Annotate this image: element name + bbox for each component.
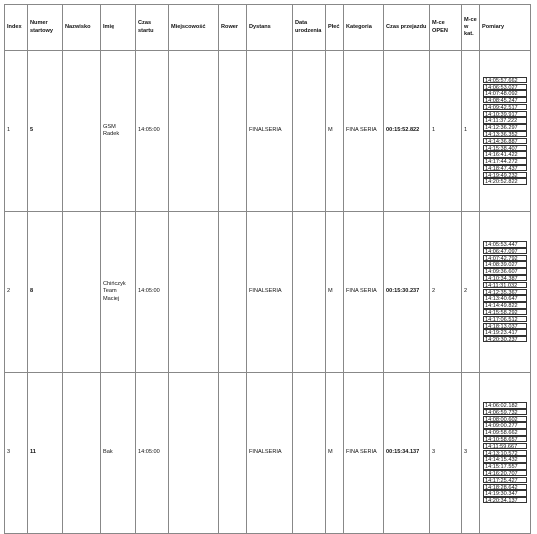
cell-numer-startowy: 8	[28, 212, 63, 373]
results-table	[4, 4, 531, 534]
header-plec[interactable]: Płeć	[326, 5, 344, 51]
pomiary-list	[482, 77, 528, 186]
cell-mce-open: 1	[430, 51, 462, 212]
header-czas-przejazdu[interactable]: Czas przejazdu	[384, 5, 430, 51]
cell-czas-przejazdu: 00:15:30.237	[384, 212, 430, 373]
header-mce-open[interactable]: M-ce OPEN	[430, 5, 462, 51]
cell-pomiary	[480, 51, 531, 212]
cell-imie: Chińczyk Team Maciej	[101, 212, 136, 373]
pomiar-entry: 14:14:15.432	[483, 456, 527, 462]
table-row	[5, 51, 531, 212]
cell-czas-startu: 14:05:00	[136, 212, 169, 373]
pomiar-entry: 14:07:42.792	[483, 255, 527, 261]
header-imie[interactable]: Imię	[101, 5, 136, 51]
cell-miejscowosc	[169, 373, 219, 534]
cell-plec: M	[326, 212, 344, 373]
header-data-urodzenia[interactable]: Data urodzenia	[293, 5, 326, 51]
cell-mce-w-kat: 3	[462, 373, 480, 534]
cell-nazwisko	[63, 51, 101, 212]
pomiar-entry: 14:12:36.297	[483, 124, 527, 130]
pomiar-entry: 14:08:45.247	[483, 97, 527, 103]
pomiar-entry: 14:15:58.292	[483, 309, 527, 315]
cell-nazwisko	[63, 212, 101, 373]
cell-czas-startu: 14:05:00	[136, 373, 169, 534]
header-mce-w-kat[interactable]: M-ce w kat.	[462, 5, 480, 51]
header-czas-startu[interactable]: Czas startu	[136, 5, 169, 51]
table-header-row	[5, 5, 531, 51]
pomiary-list	[482, 402, 528, 504]
table-row	[5, 373, 531, 534]
pomiar-entry: 14:18:47.437	[483, 165, 527, 171]
header-numer-startowy[interactable]: Numer startowy	[28, 5, 63, 51]
cell-kategoria: FINA SERIA	[344, 212, 384, 373]
pomiar-entry: 14:14:49.822	[483, 302, 527, 308]
pomiar-entry: 14:14:36.887	[483, 138, 527, 144]
pomiar-entry: 14:10:58.657	[483, 436, 527, 442]
pomiar-entry: 14:08:00.602	[483, 416, 527, 422]
cell-miejscowosc	[169, 51, 219, 212]
cell-index: 2	[5, 212, 28, 373]
cell-mce-w-kat: 1	[462, 51, 480, 212]
pomiar-entry: 14:06:53.027	[483, 84, 527, 90]
pomiar-entry: 14:11:37.222	[483, 117, 527, 123]
pomiar-entry: 14:09:00.277	[483, 422, 527, 428]
pomiar-entry: 14:16:41.422	[483, 151, 527, 157]
pomiar-entry: 14:17:25.427	[483, 477, 527, 483]
pomiar-entry: 14:17:06.512	[483, 316, 527, 322]
pomiar-entry: 14:08:39.027	[483, 261, 527, 267]
cell-mce-open: 2	[430, 212, 462, 373]
cell-rower	[219, 373, 247, 534]
cell-mce-open: 3	[430, 373, 462, 534]
cell-czas-startu: 14:05:00	[136, 51, 169, 212]
pomiar-entry: 14:06:47.097	[483, 248, 527, 254]
cell-dystans: FINALSERIA	[247, 212, 293, 373]
pomiar-entry: 14:10:39.917	[483, 111, 527, 117]
pomiar-entry: 14:06:59.732	[483, 409, 527, 415]
pomiar-entry: 14:13:40.647	[483, 295, 527, 301]
pomiar-entry: 14:15:38.407	[483, 145, 527, 151]
pomiar-entry: 14:20:30.237	[483, 336, 527, 342]
pomiar-entry: 14:07:48.092	[483, 90, 527, 96]
cell-data-urodzenia	[293, 212, 326, 373]
pomiar-entry: 14:18:28.642	[483, 484, 527, 490]
cell-dystans: FINALSERIA	[247, 373, 293, 534]
pomiar-entry: 14:19:30.347	[483, 490, 527, 496]
results-sheet	[4, 4, 531, 534]
cell-imie: Bak	[101, 373, 136, 534]
pomiar-entry: 14:12:35.367	[483, 289, 527, 295]
cell-rower	[219, 212, 247, 373]
cell-data-urodzenia	[293, 373, 326, 534]
header-miejscowosc[interactable]: Miejscowość	[169, 5, 219, 51]
cell-nazwisko	[63, 373, 101, 534]
pomiar-entry: 14:17:44.272	[483, 158, 527, 164]
pomiar-entry: 14:15:17.557	[483, 463, 527, 469]
header-nazwisko[interactable]: Nazwisko	[63, 5, 101, 51]
cell-miejscowosc	[169, 212, 219, 373]
cell-pomiary	[480, 212, 531, 373]
cell-index: 1	[5, 51, 28, 212]
cell-rower	[219, 51, 247, 212]
cell-imie: GSM Radek	[101, 51, 136, 212]
cell-plec: M	[326, 51, 344, 212]
header-pomiary[interactable]: Pomiary	[480, 5, 531, 51]
pomiar-entry: 14:11:59.667	[483, 443, 527, 449]
pomiar-entry: 14:20:52.822	[483, 178, 527, 184]
cell-numer-startowy: 5	[28, 51, 63, 212]
pomiar-entry: 14:09:36.607	[483, 268, 527, 274]
cell-kategoria: FINA SERIA	[344, 373, 384, 534]
header-rower[interactable]: Rower	[219, 5, 247, 51]
pomiar-entry: 14:20:34.137	[483, 497, 527, 503]
pomiar-entry: 14:16:20.707	[483, 470, 527, 476]
cell-numer-startowy: 11	[28, 373, 63, 534]
table-row	[5, 212, 531, 373]
cell-mce-w-kat: 2	[462, 212, 480, 373]
pomiar-entry: 14:19:49.232	[483, 172, 527, 178]
pomiar-entry: 14:13:36.352	[483, 131, 527, 137]
cell-czas-przejazdu: 00:15:52.822	[384, 51, 430, 212]
header-dystans[interactable]: Dystans	[247, 5, 293, 51]
cell-index: 3	[5, 373, 28, 534]
pomiar-entry: 14:09:42.517	[483, 104, 527, 110]
pomiar-entry: 14:06:02.182	[483, 402, 527, 408]
cell-kategoria: FINA SERIA	[344, 51, 384, 212]
cell-data-urodzenia	[293, 51, 326, 212]
pomiar-entry: 14:05:53.447	[483, 241, 527, 247]
pomiar-entry: 14:05:57.662	[483, 77, 527, 83]
cell-pomiary	[480, 373, 531, 534]
pomiary-list	[482, 241, 528, 343]
pomiar-entry: 14:18:13.037	[483, 323, 527, 329]
cell-plec: M	[326, 373, 344, 534]
header-index[interactable]: Index	[5, 5, 28, 51]
pomiar-entry: 14:09:58.662	[483, 429, 527, 435]
header-kategoria[interactable]: Kategoria	[344, 5, 384, 51]
cell-czas-przejazdu: 00:15:34.137	[384, 373, 430, 534]
pomiar-entry: 14:11:31.032	[483, 282, 527, 288]
pomiar-entry: 14:10:34.387	[483, 275, 527, 281]
cell-dystans: FINALSERIA	[247, 51, 293, 212]
pomiar-entry: 14:19:23.417	[483, 329, 527, 335]
pomiar-entry: 14:13:10.572	[483, 450, 527, 456]
